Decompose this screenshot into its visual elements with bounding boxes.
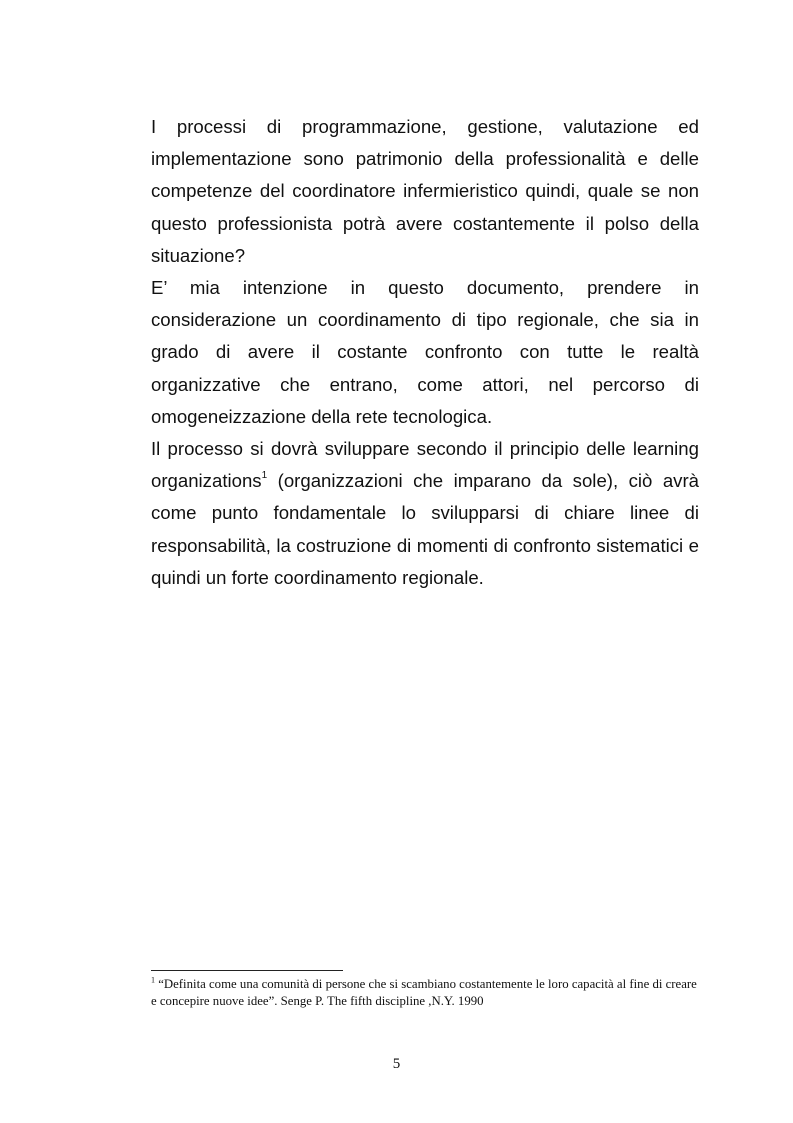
paragraph-3-text-end: (organizzazioni che imparano da sole), ciò avrà come punto fondamentale lo svilupparsi di chiare linee di responsabilità, la costruzione di momenti di confronto sistematici e quindi un forte coordinamento regionale. (151, 470, 699, 588)
footnote-reference[interactable]: 1 (261, 470, 268, 482)
paragraph-3 (151, 433, 699, 594)
paragraph-2: E’ mia intenzione in questo documento, prendere in considerazione un coordinamento di tipo regionale, che sia in grado di avere il costante confronto con tutte le realtà organizzative che entrano, come attori, nel percorso di omogeneizzazione della rete tecnologica. (151, 277, 699, 427)
body-text (151, 111, 699, 594)
footnote (151, 976, 699, 1010)
page-number: 5 (392, 1056, 401, 1072)
paragraph-3-text-start: Il processo si dovrà sviluppare secondo il principio delle learning organizations (151, 438, 699, 492)
footnote-text: “Definita come una comunità di persone che si scambiano costantemente le loro capacità al fine di creare e concepire nuove idee”. Senge P. The fifth discipline ,N.Y. 1990 (151, 977, 697, 1008)
footnote-mark: 1 (151, 975, 155, 985)
footnote-separator (151, 970, 343, 971)
paragraph-1: I processi di programmazione, gestione, valutazione ed implementazione sono patrimonio della professionalità e delle competenze del coordinatore infermieristico quindi, quale se non questo professionista potrà avere costantemente il polso della situazione? (151, 116, 699, 266)
